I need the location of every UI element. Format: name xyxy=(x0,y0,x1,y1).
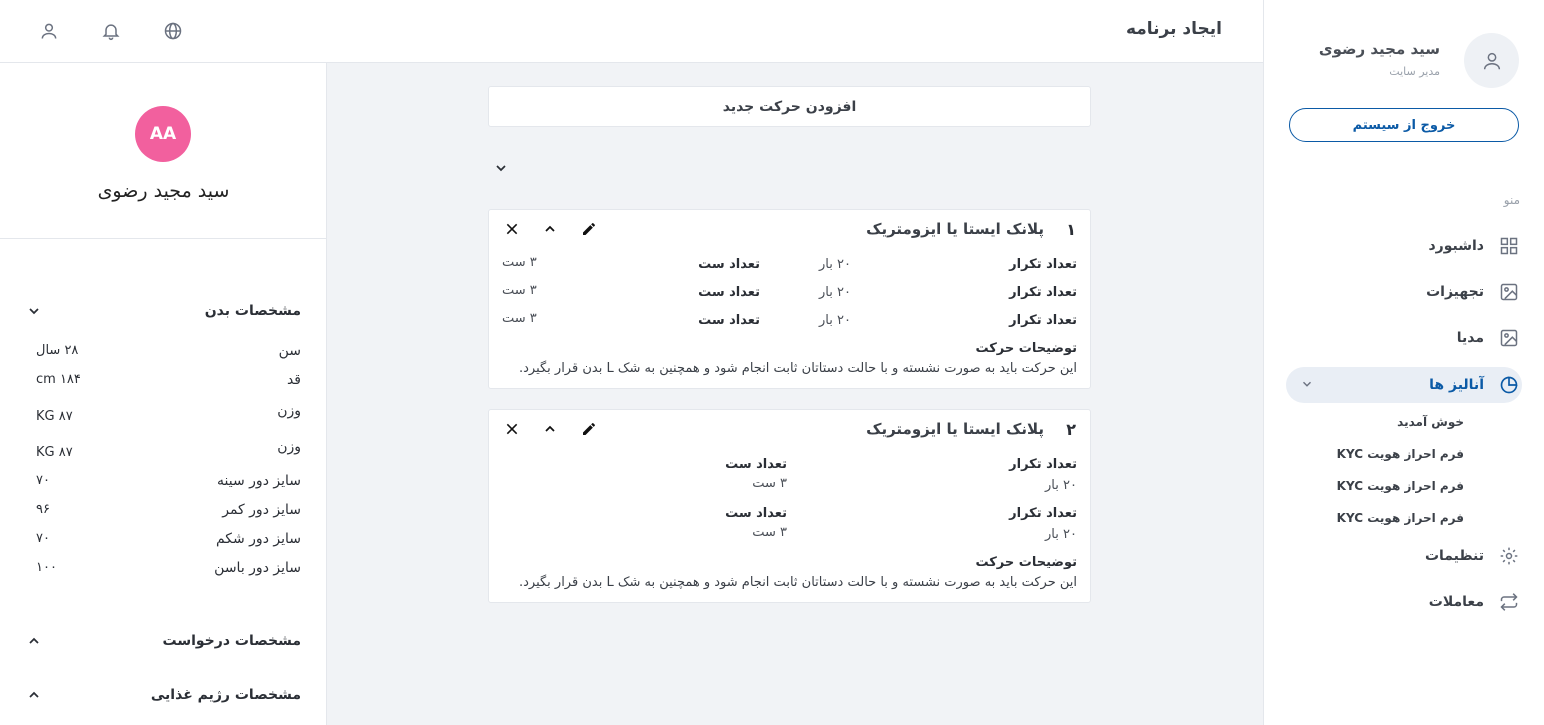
set-value: ۳ ست xyxy=(502,283,537,298)
sidebar-subitem-welcome[interactable]: خوش آمدید xyxy=(1397,415,1464,429)
spec-value: ۸۷ KG xyxy=(36,409,73,424)
chevron-up-icon[interactable] xyxy=(539,418,561,440)
set-label: تعداد ست xyxy=(698,257,760,272)
rep-label: تعداد تکرار xyxy=(1009,457,1077,472)
sidebar xyxy=(1263,0,1544,725)
menu-title: منو xyxy=(1503,193,1520,207)
card-index: ۲ xyxy=(1066,420,1076,439)
spec-value: ۱۸۴ cm xyxy=(36,372,81,387)
rep-value: ۲۰ بار xyxy=(819,285,851,300)
spec-row xyxy=(36,473,301,493)
sidebar-item-media[interactable] xyxy=(1288,321,1520,355)
sidebar-user-role: مدیر سایت xyxy=(1389,65,1440,78)
spec-value: ۷۰ xyxy=(36,473,50,488)
add-move-button[interactable]: افزودن حرکت جدید xyxy=(488,86,1091,127)
sidebar-item-label: داشبورد xyxy=(1428,238,1484,254)
profile-name: سید مجید رضوی xyxy=(97,180,230,202)
chevron-up-icon[interactable] xyxy=(539,218,561,240)
user-icon[interactable] xyxy=(37,19,61,43)
set-value: ۳ ست xyxy=(502,311,537,326)
spec-label: سایز دور سینه xyxy=(217,473,301,489)
repeat-icon xyxy=(1498,591,1520,613)
spec-label: سن xyxy=(278,343,301,359)
spec-label: وزن xyxy=(277,403,301,419)
spec-row xyxy=(36,403,301,423)
close-icon[interactable] xyxy=(501,418,523,440)
sidebar-subitem-kyc[interactable]: فرم احراز هویت KYC xyxy=(1336,479,1464,493)
close-icon[interactable] xyxy=(501,218,523,240)
rep-value: ۲۰ بار xyxy=(819,313,851,328)
rep-label: تعداد تکرار xyxy=(1009,257,1077,272)
bell-icon[interactable] xyxy=(99,19,123,43)
chevron-up-icon[interactable] xyxy=(26,687,42,703)
avatar: AA xyxy=(135,106,191,162)
sidebar-item-label: تجهیزات xyxy=(1426,284,1484,300)
spec-label: سایز دور باسن xyxy=(214,560,301,576)
rep-value: ۲۰ بار xyxy=(819,257,851,272)
description-text: این حرکت باید به صورت نشسته و با حالت دستاتان ثابت انجام شود و همچنین به شک L بدن قرار بگیرد. xyxy=(518,361,1077,376)
edit-icon[interactable] xyxy=(578,418,600,440)
body-specs-header[interactable] xyxy=(26,299,301,323)
avatar[interactable] xyxy=(1464,33,1519,88)
edit-icon[interactable] xyxy=(578,218,600,240)
divider xyxy=(0,238,327,239)
set-value: ۳ ست xyxy=(502,255,537,270)
sidebar-item-label: مدیا xyxy=(1456,330,1484,346)
spec-row xyxy=(36,531,301,551)
chevron-down-icon[interactable] xyxy=(490,157,512,179)
chevron-down-icon[interactable] xyxy=(26,303,42,319)
sidebar-item-label: معاملات xyxy=(1428,594,1484,610)
set-value: ۳ ست xyxy=(752,476,787,491)
sidebar-item-transactions[interactable] xyxy=(1288,585,1520,619)
spec-label: قد xyxy=(286,372,301,388)
card-title: پلانک ایستا یا ایزومتریک xyxy=(866,220,1044,238)
grid-icon xyxy=(1498,235,1520,257)
spec-value: ۹۶ xyxy=(36,502,50,517)
spec-label: وزن xyxy=(277,439,301,455)
logout-button[interactable]: خروج از سیستم xyxy=(1289,108,1519,142)
rep-value: ۲۰ بار xyxy=(1045,478,1077,493)
sidebar-subitem-kyc[interactable]: فرم احراز هویت KYC xyxy=(1336,447,1464,461)
exercise-card xyxy=(488,409,1091,603)
profile-panel xyxy=(0,63,327,725)
section-title: مشخصات بدن xyxy=(204,303,301,319)
spec-row xyxy=(36,343,301,363)
rep-value: ۲۰ بار xyxy=(1045,527,1077,542)
description-label: توضیحات حرکت xyxy=(975,341,1077,356)
spec-row xyxy=(36,560,301,580)
section-title: مشخصات درخواست xyxy=(162,633,301,649)
page-title: ایجاد برنامه xyxy=(1125,19,1222,39)
sidebar-item-label: تنظیمات xyxy=(1424,548,1484,564)
top-bar xyxy=(0,0,1263,63)
spec-value: ۱۰۰ xyxy=(36,560,57,575)
set-label: تعداد ست xyxy=(725,457,787,472)
pie-chart-icon xyxy=(1498,374,1520,396)
description-text: این حرکت باید به صورت نشسته و با حالت دستاتان ثابت انجام شود و همچنین به شک L بدن قرار بگیرد. xyxy=(518,575,1077,590)
globe-icon[interactable] xyxy=(161,19,185,43)
set-label: تعداد ست xyxy=(698,285,760,300)
card-index: ۱ xyxy=(1066,220,1076,239)
section-title: مشخصات رژیم غذایی xyxy=(150,687,301,703)
image-icon xyxy=(1498,327,1520,349)
rep-label: تعداد تکرار xyxy=(1009,285,1077,300)
sidebar-user-name: سید مجید رضوی xyxy=(1318,40,1440,58)
rep-label: تعداد تکرار xyxy=(1009,313,1077,328)
spec-label: سایز دور شکم xyxy=(215,531,301,547)
set-label: تعداد ست xyxy=(725,506,787,521)
spec-value: ۲۸ سال xyxy=(36,343,79,358)
chevron-up-icon[interactable] xyxy=(26,633,42,649)
sidebar-item-dashboard[interactable] xyxy=(1288,229,1520,263)
sidebar-item-label: آنالیز ها xyxy=(1429,377,1484,393)
request-specs-header[interactable] xyxy=(26,629,301,653)
spec-row xyxy=(36,372,301,392)
user-icon xyxy=(1481,50,1503,72)
set-value: ۳ ست xyxy=(752,525,787,540)
sidebar-item-analytics[interactable] xyxy=(1286,367,1522,403)
spec-label: سایز دور کمر xyxy=(222,502,301,518)
spec-row xyxy=(36,502,301,522)
chevron-down-icon[interactable] xyxy=(1300,377,1316,393)
sidebar-item-equipment[interactable] xyxy=(1288,275,1520,309)
gear-icon xyxy=(1498,545,1520,567)
sidebar-item-settings[interactable] xyxy=(1288,539,1520,573)
description-label: توضیحات حرکت xyxy=(975,555,1077,570)
exercise-card xyxy=(488,209,1091,389)
set-label: تعداد ست xyxy=(698,313,760,328)
spec-value: ۷۰ xyxy=(36,531,50,546)
spec-value: ۸۷ KG xyxy=(36,445,73,460)
card-title: پلانک ایستا یا ایزومتریک xyxy=(866,420,1044,438)
diet-specs-header[interactable] xyxy=(26,683,301,707)
image-icon xyxy=(1498,281,1520,303)
rep-label: تعداد تکرار xyxy=(1009,506,1077,521)
sidebar-subitem-kyc[interactable]: فرم احراز هویت KYC xyxy=(1336,511,1464,525)
spec-row xyxy=(36,439,301,459)
